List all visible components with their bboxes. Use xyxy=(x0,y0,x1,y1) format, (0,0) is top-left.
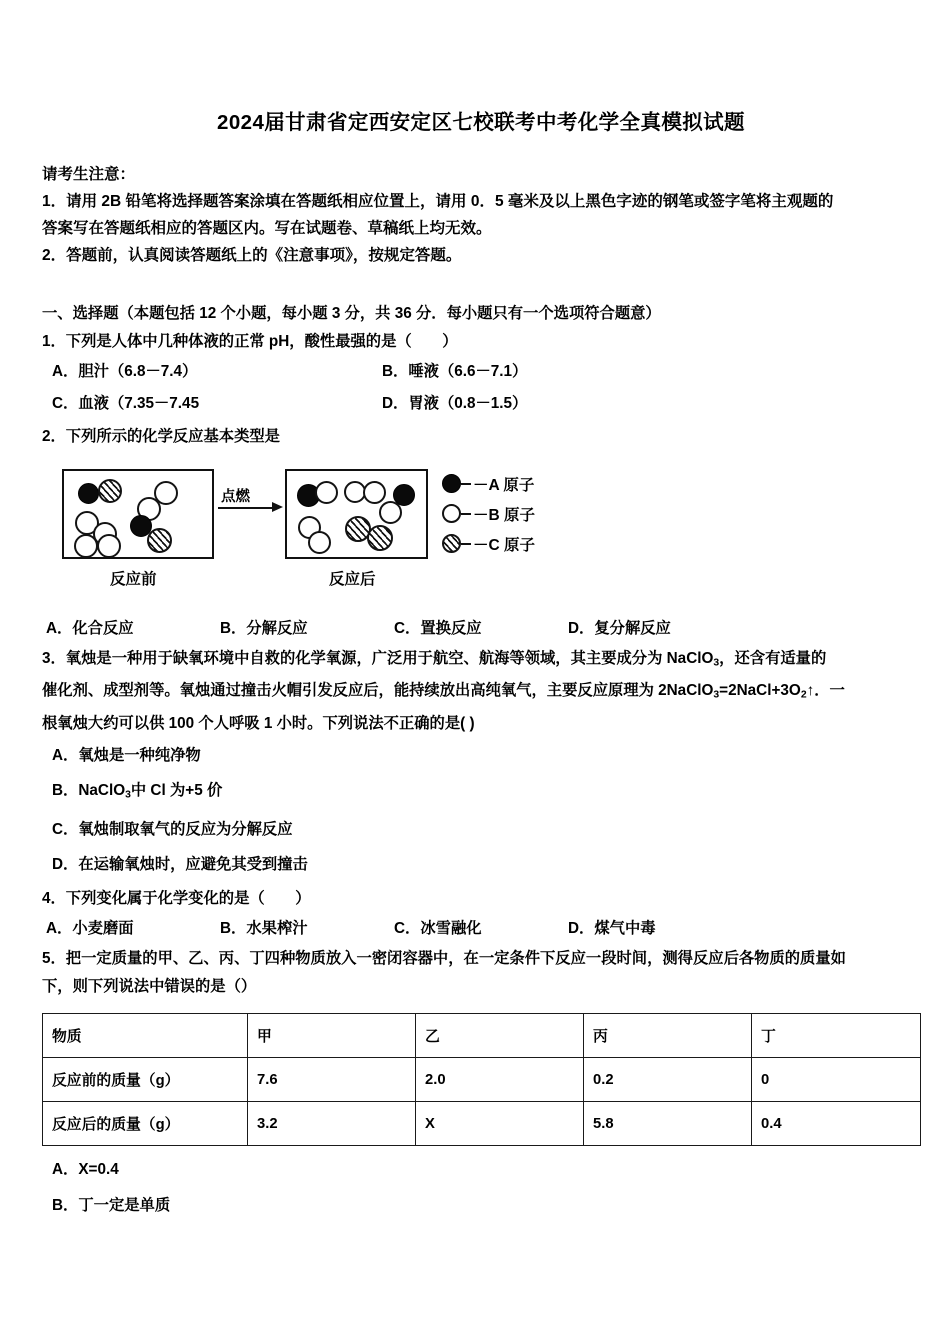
row-2-cell-4: 0.4 xyxy=(752,1102,921,1146)
q3-text-4: =2NaCl+3O xyxy=(719,682,801,700)
legend-dash-a xyxy=(461,483,471,485)
atom-b-hollow xyxy=(74,534,98,558)
question-3-option-c[interactable]: C．氧烛制取氧气的反应为分解反应 xyxy=(52,821,293,839)
question-5-options xyxy=(42,1152,920,1224)
question-2-option-b[interactable]: B．分解反应 xyxy=(220,619,308,637)
after-reaction-box xyxy=(285,469,428,559)
row-1-cell-2: 2.0 xyxy=(416,1058,584,1102)
legend-label-b: －B 原子 xyxy=(473,506,536,524)
before-reaction-box xyxy=(62,469,214,559)
atom-b-hollow xyxy=(97,534,121,558)
legend-label-a: －A 原子 xyxy=(473,476,535,494)
legend-dash-c xyxy=(461,543,471,545)
row-2-cell-1: 3.2 xyxy=(248,1102,416,1146)
row-2-cell-2: X xyxy=(416,1102,584,1146)
question-1-option-d[interactable]: D．胃液（0.8－1.5） xyxy=(382,394,528,412)
q3-text-1: 3．氧烛是一种用于缺氧环境中自救的化学氧源，广泛用于航空、航海等领域，其主要成分为 NaClO xyxy=(42,649,714,667)
arrow-head-icon xyxy=(272,502,283,512)
caption-after-reaction: 反应后 xyxy=(329,570,376,588)
legend-label-c: －C 原子 xyxy=(473,536,536,554)
q3-text-5: ↑．一 xyxy=(806,682,845,700)
row-1-cell-3: 0.2 xyxy=(584,1058,752,1102)
question-2-option-c[interactable]: C．置换反应 xyxy=(394,619,482,637)
table-header-cell-2: 乙 xyxy=(416,1014,584,1058)
q3-text-3: 催化剂、成型剂等。氧烛通过撞击火帽引发反应后，能持续放出高纯氧气，主要反应原理为 2NaClO xyxy=(42,682,714,700)
table-header-cell-3: 丙 xyxy=(584,1014,752,1058)
question-1-option-c[interactable]: C．血液（7.35－7.45 xyxy=(52,394,200,412)
atom-b-hollow xyxy=(363,481,386,504)
legend-row-a xyxy=(442,469,632,499)
question-3-stem-line-3: 根氧烛大约可以供 100 个人呼吸 1 小时。下列说法不正确的是( ) xyxy=(42,714,475,732)
legend-row-b xyxy=(442,499,632,529)
question-2-stem: 2．下列所示的化学反应基本类型是 xyxy=(42,427,280,445)
question-1-option-b[interactable]: B．唾液（6.6－7.1） xyxy=(382,362,528,380)
question-2-option-d[interactable]: D．复分解反应 xyxy=(568,619,671,637)
question-4-stem: 4．下列变化属于化学变化的是（ ） xyxy=(42,890,311,908)
question-4-option-d[interactable]: D．煤气中毒 xyxy=(568,920,656,938)
mass-data-table xyxy=(42,1013,921,1146)
table-header-cell-4: 丁 xyxy=(752,1014,921,1058)
question-1-options-row-1 xyxy=(42,356,920,388)
hollow-circle-icon xyxy=(442,504,461,523)
atom-a-filled xyxy=(78,483,99,504)
atom-c-hatched xyxy=(367,525,393,551)
page-title: 2024届甘肃省定西安定区七校联考中考化学全真模拟试题 xyxy=(217,111,745,134)
caption-before-reaction: 反应前 xyxy=(110,570,157,588)
atom-c-hatched xyxy=(147,528,172,553)
atom-b-hollow xyxy=(315,481,338,504)
question-4-option-a[interactable]: A．小麦磨面 xyxy=(46,920,134,938)
question-3-option-a[interactable]: A．氧烛是一种纯净物 xyxy=(52,746,201,764)
atom-legend xyxy=(442,469,632,559)
notice-line-3: 2．答题前，认真阅读答题纸上的《注意事项》，按规定答题。 xyxy=(42,246,462,264)
question-1-options-row-2 xyxy=(42,388,920,420)
question-4-options-row xyxy=(42,913,920,945)
section-heading: 一、选择题（本题包括 12 个小题，每小题 3 分，共 36 分．每小题只有一个选项符合题意） xyxy=(42,304,661,322)
row-1-cell-1: 7.6 xyxy=(248,1058,416,1102)
table-header-cell-0: 物质 xyxy=(43,1014,248,1058)
question-1-option-a[interactable]: A．胆汁（6.8－7.4） xyxy=(52,362,198,380)
question-1-stem: 1．下列是人体中几种体液的正常 pH，酸性最强的是（ ） xyxy=(42,332,458,350)
row-2-cell-0: 反应后的质量（g） xyxy=(43,1102,248,1146)
row-2-cell-3: 5.8 xyxy=(584,1102,752,1146)
legend-dash-b xyxy=(461,513,471,515)
question-3-stem-line-1 xyxy=(42,645,920,678)
atom-b-hollow xyxy=(308,531,331,554)
question-2-option-a[interactable]: A．化合反应 xyxy=(46,619,134,637)
q3-sub-3: 2 xyxy=(800,689,807,701)
question-4-option-b[interactable]: B．水果榨汁 xyxy=(220,920,308,938)
question-5-option-a[interactable]: A．X=0.4 xyxy=(52,1161,119,1179)
table-header-cell-1: 甲 xyxy=(248,1014,416,1058)
reaction-diagram xyxy=(42,463,920,613)
question-5-stem-line-1: 5．把一定质量的甲、乙、丙、丁四种物质放入一密闭容器中，在一定条件下反应一段时间，测得反应后各物质的质量如 xyxy=(42,950,846,968)
arrow-line xyxy=(218,507,275,509)
legend-row-c xyxy=(442,529,632,559)
arrow-label: 点燃 xyxy=(221,488,250,505)
question-5-stem-line-2: 下，则下列说法中错误的是（） xyxy=(42,978,257,996)
table-header-row xyxy=(43,1014,921,1058)
question-4-option-c[interactable]: C．冰雪融化 xyxy=(394,920,482,938)
filled-circle-icon xyxy=(442,474,461,493)
page-content xyxy=(42,0,920,1224)
q3-opt-b-sub: 3 xyxy=(125,789,131,801)
notice-heading: 请考生注意： xyxy=(42,165,136,183)
q3-text-2: ，还含有适量的 xyxy=(719,649,827,667)
question-3-stem-line-2 xyxy=(42,677,920,710)
q3-opt-b-text-1: B．NaClO xyxy=(52,781,126,799)
q3-sub-2: 3 xyxy=(713,689,720,701)
question-3-options xyxy=(42,738,920,883)
atom-b-hollow xyxy=(379,501,402,524)
candidate-notice xyxy=(42,161,920,269)
q3-sub-1: 3 xyxy=(713,657,720,669)
question-3-option-b[interactable] xyxy=(52,773,920,813)
q3-opt-b-text-2: 中 Cl 为+5 价 xyxy=(130,781,223,799)
question-2-options-row xyxy=(42,613,920,645)
question-3-option-d[interactable]: D．在运输氧烛时，应避免其受到撞击 xyxy=(52,856,308,874)
notice-line-2: 答案写在答题纸相应的答题区内。写在试题卷、草稿纸上均无效。 xyxy=(42,219,492,237)
reaction-arrow xyxy=(218,488,284,509)
table-row xyxy=(43,1058,921,1102)
row-1-cell-0: 反应前的质量（g） xyxy=(43,1058,248,1102)
table-row xyxy=(43,1102,921,1146)
question-5-option-b[interactable]: B．丁一定是单质 xyxy=(52,1197,171,1215)
notice-line-1: 1．请用 2B 铅笔将选择题答案涂填在答题纸相应位置上，请用 0．5 毫米及以上黑色字迹的钢笔或签字笔将主观题的 xyxy=(42,192,834,210)
row-1-cell-4: 0 xyxy=(752,1058,921,1102)
hatched-circle-icon xyxy=(442,534,461,553)
atom-c-hatched xyxy=(98,479,122,503)
